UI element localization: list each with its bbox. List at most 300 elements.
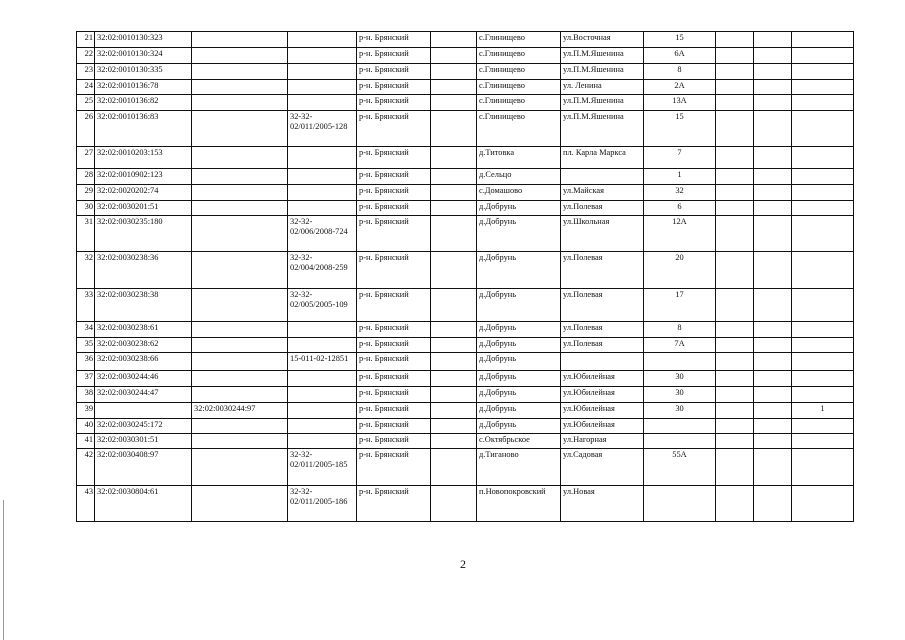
page-number: 2: [460, 557, 466, 571]
table-row: [77, 111, 854, 147]
locality-cell: д.Сельцо: [477, 169, 561, 185]
district-cell: р-н. Брянский: [357, 216, 431, 252]
locality-cell: д.Добрунь: [477, 252, 561, 289]
extra-column-2-cell: [754, 338, 792, 353]
house-number-cell: 8: [644, 64, 716, 80]
quantity-cell: [792, 486, 854, 522]
extra-column-1-cell: [716, 252, 754, 289]
extra-column-2-cell: [754, 486, 792, 522]
empty-column-cell: [431, 80, 477, 95]
quantity-cell: [792, 338, 854, 353]
quantity-cell: [792, 48, 854, 64]
extra-column-1-cell: [716, 80, 754, 95]
table-row: [77, 95, 854, 111]
empty-column-cell: [431, 419, 477, 434]
registration-number-cell: [288, 371, 357, 387]
cadastral-number-cell: 32:02:0010130:323: [95, 32, 192, 48]
district-cell: р-н. Брянский: [357, 353, 431, 371]
extra-column-1-cell: [716, 322, 754, 338]
extra-column-2-cell: [754, 434, 792, 449]
extra-column-1-cell: [716, 201, 754, 216]
extra-column-2-cell: [754, 216, 792, 252]
cadastral-number-alt-cell: [192, 111, 288, 147]
table-body: [77, 32, 854, 522]
street-cell: ул.П.М.Яшенина: [561, 64, 644, 80]
cadastral-number-cell: 32:02:0010136:78: [95, 80, 192, 95]
extra-column-1-cell: [716, 434, 754, 449]
house-number-cell: 15: [644, 111, 716, 147]
house-number-cell: [644, 353, 716, 371]
quantity-cell: [792, 147, 854, 169]
extra-column-1-cell: [716, 48, 754, 64]
extra-column-1-cell: [716, 387, 754, 403]
cadastral-number-cell: [95, 403, 192, 419]
district-cell: р-н. Брянский: [357, 434, 431, 449]
locality-cell: д.Титовка: [477, 147, 561, 169]
table-row: [77, 216, 854, 252]
cadastral-number-cell: 32:02:0030238:36: [95, 252, 192, 289]
house-number-cell: [644, 486, 716, 522]
locality-cell: д.Добрунь: [477, 353, 561, 371]
street-cell: ул.П.М.Яшенина: [561, 48, 644, 64]
row-number-cell: 30: [77, 201, 95, 216]
locality-cell: с.Глинищево: [477, 95, 561, 111]
row-number-cell: 23: [77, 64, 95, 80]
extra-column-2-cell: [754, 169, 792, 185]
cadastral-number-alt-cell: [192, 289, 288, 322]
extra-column-2-cell: [754, 64, 792, 80]
empty-column-cell: [431, 111, 477, 147]
quantity-cell: [792, 434, 854, 449]
district-cell: р-н. Брянский: [357, 32, 431, 48]
registration-number-cell: [288, 322, 357, 338]
cadastral-number-alt-cell: [192, 185, 288, 201]
extra-column-1-cell: [716, 185, 754, 201]
street-cell: ул.Юбилейная: [561, 403, 644, 419]
extra-column-2-cell: [754, 387, 792, 403]
empty-column-cell: [431, 371, 477, 387]
cadastral-number-alt-cell: [192, 434, 288, 449]
quantity-cell: [792, 216, 854, 252]
table-row: [77, 419, 854, 434]
extra-column-1-cell: [716, 169, 754, 185]
locality-cell: п.Новопокровский: [477, 486, 561, 522]
row-number-cell: 37: [77, 371, 95, 387]
registration-number-cell: 32-32-02/011/2005-185: [288, 449, 357, 486]
table-row: [77, 80, 854, 95]
row-number-cell: 28: [77, 169, 95, 185]
house-number-cell: 7: [644, 147, 716, 169]
extra-column-2-cell: [754, 353, 792, 371]
extra-column-1-cell: [716, 32, 754, 48]
table-row: [77, 338, 854, 353]
locality-cell: д.Добрунь: [477, 419, 561, 434]
locality-cell: д.Добрунь: [477, 387, 561, 403]
cadastral-number-alt-cell: [192, 169, 288, 185]
quantity-cell: [792, 252, 854, 289]
registration-number-cell: 32-32-02/004/2008-259: [288, 252, 357, 289]
scan-margin-line: [3, 500, 4, 640]
locality-cell: д.Добрунь: [477, 289, 561, 322]
quantity-cell: [792, 201, 854, 216]
extra-column-2-cell: [754, 289, 792, 322]
street-cell: ул.Полевая: [561, 252, 644, 289]
quantity-cell: [792, 169, 854, 185]
extra-column-1-cell: [716, 371, 754, 387]
table-row: [77, 32, 854, 48]
extra-column-2-cell: [754, 147, 792, 169]
street-cell: ул.Нагорная: [561, 434, 644, 449]
house-number-cell: 12А: [644, 216, 716, 252]
street-cell: ул.Новая: [561, 486, 644, 522]
empty-column-cell: [431, 434, 477, 449]
cadastral-number-alt-cell: [192, 252, 288, 289]
cadastral-number-cell: 32:02:0010130:324: [95, 48, 192, 64]
district-cell: р-н. Брянский: [357, 80, 431, 95]
empty-column-cell: [431, 252, 477, 289]
registration-number-cell: 32-32-02/011/2005-128: [288, 111, 357, 147]
table-row: [77, 371, 854, 387]
locality-cell: д.Добрунь: [477, 216, 561, 252]
row-number-cell: 40: [77, 419, 95, 434]
district-cell: р-н. Брянский: [357, 371, 431, 387]
table-row: [77, 322, 854, 338]
cadastral-number-cell: 32:02:0030238:38: [95, 289, 192, 322]
registration-number-cell: [288, 147, 357, 169]
street-cell: ул.П.М.Яшенина: [561, 95, 644, 111]
cadastral-number-cell: 32:02:0030804:61: [95, 486, 192, 522]
cadastral-number-cell: 32:02:0030238:61: [95, 322, 192, 338]
locality-cell: д.Добрунь: [477, 201, 561, 216]
street-cell: ул. Ленина: [561, 80, 644, 95]
house-number-cell: 17: [644, 289, 716, 322]
empty-column-cell: [431, 387, 477, 403]
street-cell: ул.Садовая: [561, 449, 644, 486]
extra-column-1-cell: [716, 419, 754, 434]
street-cell: ул.Полевая: [561, 289, 644, 322]
table-row: [77, 169, 854, 185]
street-cell: ул.Юбилейная: [561, 419, 644, 434]
extra-column-2-cell: [754, 322, 792, 338]
quantity-cell: [792, 419, 854, 434]
registration-number-cell: 15-011-02-12851: [288, 353, 357, 371]
street-cell: [561, 353, 644, 371]
house-number-cell: 13А: [644, 95, 716, 111]
district-cell: р-н. Брянский: [357, 64, 431, 80]
quantity-cell: [792, 95, 854, 111]
district-cell: р-н. Брянский: [357, 169, 431, 185]
locality-cell: с.Глинищево: [477, 80, 561, 95]
row-number-cell: 31: [77, 216, 95, 252]
row-number-cell: 36: [77, 353, 95, 371]
cadastral-number-cell: 32:02:0030244:46: [95, 371, 192, 387]
house-number-cell: 20: [644, 252, 716, 289]
quantity-cell: [792, 371, 854, 387]
registration-number-cell: [288, 80, 357, 95]
district-cell: р-н. Брянский: [357, 111, 431, 147]
locality-cell: с.Глинищево: [477, 111, 561, 147]
table-row: [77, 252, 854, 289]
registration-number-cell: [288, 169, 357, 185]
street-cell: ул.Майская: [561, 185, 644, 201]
cadastral-number-alt-cell: 32:02:0030244:97: [192, 403, 288, 419]
district-cell: р-н. Брянский: [357, 486, 431, 522]
cadastral-number-alt-cell: [192, 322, 288, 338]
street-cell: ул.Школьная: [561, 216, 644, 252]
empty-column-cell: [431, 64, 477, 80]
extra-column-2-cell: [754, 403, 792, 419]
extra-column-2-cell: [754, 419, 792, 434]
empty-column-cell: [431, 169, 477, 185]
district-cell: р-н. Брянский: [357, 48, 431, 64]
cadastral-number-alt-cell: [192, 371, 288, 387]
table-row: [77, 147, 854, 169]
house-number-cell: [644, 434, 716, 449]
row-number-cell: 27: [77, 147, 95, 169]
table-row: [77, 449, 854, 486]
cadastral-number-alt-cell: [192, 80, 288, 95]
empty-column-cell: [431, 216, 477, 252]
row-number-cell: 24: [77, 80, 95, 95]
locality-cell: с.Октябрьское: [477, 434, 561, 449]
quantity-cell: [792, 289, 854, 322]
district-cell: р-н. Брянский: [357, 322, 431, 338]
house-number-cell: 32: [644, 185, 716, 201]
house-number-cell: 30: [644, 371, 716, 387]
row-number-cell: 32: [77, 252, 95, 289]
house-number-cell: 7А: [644, 338, 716, 353]
extra-column-2-cell: [754, 201, 792, 216]
cadastral-number-cell: 32:02:0010136:83: [95, 111, 192, 147]
extra-column-2-cell: [754, 111, 792, 147]
extra-column-1-cell: [716, 449, 754, 486]
house-number-cell: 55А: [644, 449, 716, 486]
extra-column-2-cell: [754, 449, 792, 486]
district-cell: р-н. Брянский: [357, 252, 431, 289]
empty-column-cell: [431, 486, 477, 522]
street-cell: ул.Полевая: [561, 201, 644, 216]
house-number-cell: [644, 419, 716, 434]
table-row: [77, 387, 854, 403]
quantity-cell: [792, 64, 854, 80]
locality-cell: д.Добрунь: [477, 338, 561, 353]
table-row: [77, 353, 854, 371]
registration-number-cell: 32-32-02/005/2005-109: [288, 289, 357, 322]
empty-column-cell: [431, 32, 477, 48]
cadastral-number-alt-cell: [192, 216, 288, 252]
table-row: [77, 403, 854, 419]
locality-cell: д.Добрунь: [477, 322, 561, 338]
extra-column-1-cell: [716, 147, 754, 169]
registration-number-cell: [288, 434, 357, 449]
extra-column-1-cell: [716, 289, 754, 322]
quantity-cell: 1: [792, 403, 854, 419]
table-row: [77, 434, 854, 449]
registration-number-cell: [288, 419, 357, 434]
locality-cell: д.Добрунь: [477, 403, 561, 419]
district-cell: р-н. Брянский: [357, 449, 431, 486]
street-cell: ул.Юбилейная: [561, 371, 644, 387]
cadastral-number-alt-cell: [192, 449, 288, 486]
table-row: [77, 48, 854, 64]
extra-column-1-cell: [716, 403, 754, 419]
locality-cell: д.Тиганово: [477, 449, 561, 486]
street-cell: ул.Восточная: [561, 32, 644, 48]
extra-column-1-cell: [716, 486, 754, 522]
district-cell: р-н. Брянский: [357, 338, 431, 353]
extra-column-1-cell: [716, 216, 754, 252]
cadastral-number-cell: 32:02:0030301:51: [95, 434, 192, 449]
house-number-cell: 1: [644, 169, 716, 185]
extra-column-2-cell: [754, 371, 792, 387]
row-number-cell: 25: [77, 95, 95, 111]
district-cell: р-н. Брянский: [357, 387, 431, 403]
row-number-cell: 41: [77, 434, 95, 449]
house-number-cell: 2А: [644, 80, 716, 95]
street-cell: ул.П.М.Яшенина: [561, 111, 644, 147]
property-register-table: [76, 31, 854, 522]
empty-column-cell: [431, 201, 477, 216]
house-number-cell: 6: [644, 201, 716, 216]
locality-cell: с.Глинищево: [477, 48, 561, 64]
empty-column-cell: [431, 403, 477, 419]
registration-number-cell: [288, 387, 357, 403]
cadastral-number-alt-cell: [192, 147, 288, 169]
cadastral-number-alt-cell: [192, 95, 288, 111]
locality-cell: с.Глинищево: [477, 32, 561, 48]
table-row: [77, 201, 854, 216]
extra-column-1-cell: [716, 64, 754, 80]
empty-column-cell: [431, 338, 477, 353]
locality-cell: с.Домашово: [477, 185, 561, 201]
house-number-cell: 15: [644, 32, 716, 48]
cadastral-number-cell: 32:02:0030408:97: [95, 449, 192, 486]
extra-column-2-cell: [754, 48, 792, 64]
extra-column-2-cell: [754, 32, 792, 48]
registration-number-cell: [288, 403, 357, 419]
cadastral-number-cell: 32:02:0030201:51: [95, 201, 192, 216]
registration-number-cell: [288, 201, 357, 216]
table-row: [77, 289, 854, 322]
cadastral-number-cell: 32:02:0030238:66: [95, 353, 192, 371]
empty-column-cell: [431, 95, 477, 111]
empty-column-cell: [431, 48, 477, 64]
cadastral-number-alt-cell: [192, 64, 288, 80]
quantity-cell: [792, 449, 854, 486]
district-cell: р-н. Брянский: [357, 147, 431, 169]
row-number-cell: 39: [77, 403, 95, 419]
table-row: [77, 486, 854, 522]
cadastral-number-alt-cell: [192, 338, 288, 353]
house-number-cell: 6А: [644, 48, 716, 64]
quantity-cell: [792, 353, 854, 371]
cadastral-number-cell: 32:02:0010203:153: [95, 147, 192, 169]
row-number-cell: 43: [77, 486, 95, 522]
street-cell: ул.Полевая: [561, 338, 644, 353]
district-cell: р-н. Брянский: [357, 201, 431, 216]
registration-number-cell: 32-32-02/011/2005-186: [288, 486, 357, 522]
house-number-cell: 8: [644, 322, 716, 338]
registration-number-cell: 32-32-02/006/2008-724: [288, 216, 357, 252]
empty-column-cell: [431, 147, 477, 169]
district-cell: р-н. Брянский: [357, 403, 431, 419]
cadastral-number-alt-cell: [192, 486, 288, 522]
empty-column-cell: [431, 322, 477, 338]
registration-number-cell: [288, 48, 357, 64]
row-number-cell: 26: [77, 111, 95, 147]
street-cell: пл. Карла Маркса: [561, 147, 644, 169]
district-cell: р-н. Брянский: [357, 185, 431, 201]
extra-column-1-cell: [716, 111, 754, 147]
cadastral-number-alt-cell: [192, 353, 288, 371]
empty-column-cell: [431, 289, 477, 322]
cadastral-number-alt-cell: [192, 201, 288, 216]
extra-column-1-cell: [716, 353, 754, 371]
district-cell: р-н. Брянский: [357, 95, 431, 111]
cadastral-number-cell: 32:02:0010902:123: [95, 169, 192, 185]
street-cell: ул.Юбилейная: [561, 387, 644, 403]
cadastral-number-alt-cell: [192, 48, 288, 64]
row-number-cell: 42: [77, 449, 95, 486]
quantity-cell: [792, 185, 854, 201]
empty-column-cell: [431, 185, 477, 201]
cadastral-number-cell: 32:02:0030245:172: [95, 419, 192, 434]
row-number-cell: 21: [77, 32, 95, 48]
cadastral-number-alt-cell: [192, 32, 288, 48]
cadastral-number-alt-cell: [192, 387, 288, 403]
extra-column-1-cell: [716, 338, 754, 353]
district-cell: р-н. Брянский: [357, 289, 431, 322]
quantity-cell: [792, 322, 854, 338]
cadastral-number-alt-cell: [192, 419, 288, 434]
quantity-cell: [792, 80, 854, 95]
locality-cell: д.Добрунь: [477, 371, 561, 387]
quantity-cell: [792, 387, 854, 403]
row-number-cell: 34: [77, 322, 95, 338]
extra-column-2-cell: [754, 95, 792, 111]
registration-number-cell: [288, 185, 357, 201]
registration-number-cell: [288, 64, 357, 80]
cadastral-number-cell: 32:02:0010136:82: [95, 95, 192, 111]
house-number-cell: 30: [644, 387, 716, 403]
cadastral-number-cell: 32:02:0030235:180: [95, 216, 192, 252]
empty-column-cell: [431, 353, 477, 371]
quantity-cell: [792, 32, 854, 48]
district-cell: р-н. Брянский: [357, 419, 431, 434]
row-number-cell: 35: [77, 338, 95, 353]
row-number-cell: 38: [77, 387, 95, 403]
row-number-cell: 29: [77, 185, 95, 201]
empty-column-cell: [431, 449, 477, 486]
house-number-cell: 30: [644, 403, 716, 419]
registration-number-cell: [288, 338, 357, 353]
row-number-cell: 33: [77, 289, 95, 322]
cadastral-number-cell: 32:02:0010130:335: [95, 64, 192, 80]
registration-number-cell: [288, 95, 357, 111]
street-cell: [561, 169, 644, 185]
cadastral-number-cell: 32:02:0030238:62: [95, 338, 192, 353]
table-row: [77, 185, 854, 201]
locality-cell: с.Глинищево: [477, 64, 561, 80]
cadastral-number-cell: 32:02:0020202:74: [95, 185, 192, 201]
registration-number-cell: [288, 32, 357, 48]
quantity-cell: [792, 111, 854, 147]
extra-column-2-cell: [754, 252, 792, 289]
cadastral-number-cell: 32:02:0030244:47: [95, 387, 192, 403]
extra-column-1-cell: [716, 95, 754, 111]
row-number-cell: 22: [77, 48, 95, 64]
table-row: [77, 64, 854, 80]
